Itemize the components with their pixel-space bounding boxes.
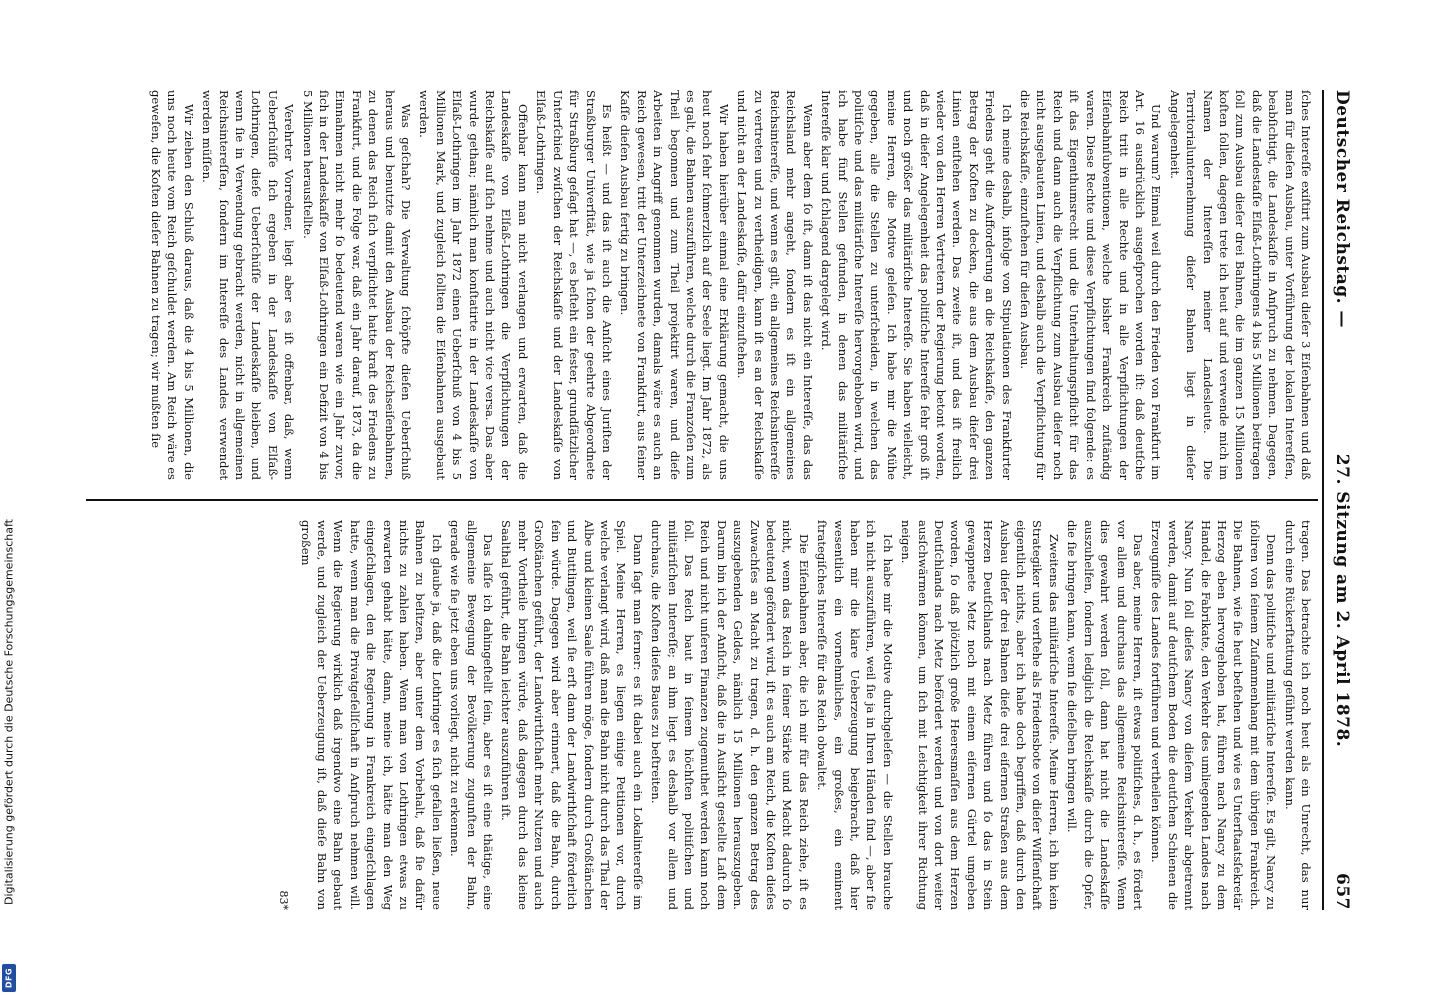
dfg-logo [2, 964, 16, 992]
paragraph: Denn das politiſche und militäriſche Intereſſe. Es gilt, Nancy zu iſoliren von ſeinem Zuſammenhang mit dem übrigen Frankreich. Die Bahnen, wie ſie heut beſtehen und wie es Unterſtaatsſekretär Herzog eben hervorgehoben hat, führen nach Nancy zu dem Handel, die Fabrikate, den Verkehr des umliegenden Landes nach Nancy. Nun ſoll dieſes Nancy von dieſem Verkehr abgetrennt werden, damit auf deutſchem Boden die deutſchen Schienen die Erzeugniſſe des Landes fortführen und vertheilen können. [1149, 520, 1279, 910]
digitization-sidebar [0, 0, 18, 1000]
rotated-page [66, 50, 1366, 950]
paragraph: Zweitens das militäriſche Intereſſe. Meine Herren, ich bin kein Strategiker und verſtehe als Friedensbote von dieſer Wiſſenſchaft eigentlich nichts, aber ich habe doch begriffen, daß durch den Ausbau dieſer drei Bahnen dieſe drei eiſernen Straßen aus dem Herzen Deutſchlands nach Metz führen und ſo das in Stein gewappnete Metz noch mit einem eiſernen Gürtel umgeben worden, ſo daß plötzlich große Heeresmaſſen aus dem Herzen Deutſchlands nach Metz befördert werden und von dort weiter ausſchwärmen können, um ſich mit Leichtigkeit ihrer Richtung neigen. [899, 520, 1061, 910]
right-column [86, 520, 1314, 910]
paragraph: Es heißt — und das iſt auch die Anſicht eines Juriſten der Straßburger Univerſität, wie ja ſchon der geehrte Abgeordnete für Straßburg geſagt hat —, es beſteht ein fester, grundſätzlicher Unterſchied zwiſchen der Reichskaſſe und der Landeskaſſe von Elſaß-Lothringen. [534, 90, 614, 480]
paragraph: ſches Intereſſe exiſtirt zum Ausbau dieſer 3 Eiſenbahnen und daß man für dieſen Ausbau, unter Vorführung der lokalen Intereſſen, beabſichtigt, die Landeskaſſe in Anſpruch zu nehmen. Dagegen, daß die Landestaſſe Elſaß-Lothringens 4 bis 5 Millionen beitragen ſoll zum Ausbau dieſer drei Bahnen, die im ganzen 15 Millionen koſten ſollen, dagegen trete ich heut auf und verwende mich im Namen der Intereſſen meiner Landesleute. Die Territorialunternehmung dieſer Bahnen liegt in dieſer Angelegenheit. [1167, 90, 1313, 480]
page-number: 657 [1332, 873, 1352, 910]
paragraph: Die Eiſenbahnen aber, die ich mir für das Reich ziehe, iſt es nicht, wenn das Reich in ſeiner Stärke und Macht dadurch ſo bedeutend gefördert wird, iſt es auch am Reich, die Koſten dieſes Zuwachſes an Macht zu tragen, d. h. den ganzen Betrag des auszugebenden Geldes, nämlich 15 Millionen herauszugeben. Darum bin ich der Anſicht, daß die in Ausſicht gestellte Laſt dem Reich und nicht unſeren Finanzen zugemuthet werden kann noch ſoll. Das Reich baut in ſeinem höchſten politiſchen und militäriſchen Intereſſe; an ihm liegt es deshalb vor allem und durchaus, die Koſten dieſes Baues zu beſtreiten. [649, 520, 811, 910]
paragraph: Verehrter Vorredner, liegt aber es iſt offenbar, daß, wenn Ueberſchüſſe ſich ergeben in der Landeskaſſe von Elſaß-Lothringen, dieſe Ueberſchüſſe der Landeskaſſe bleiben, und wenn ſie in Verwendung gebracht werden, nicht in allgemeinen Reichsintereſſen, ſondern im Intereſſe des Landes verwendet werden müſſen. [200, 90, 297, 480]
paragraph: Offenbar kann man nicht verlangen und erwarten, daß die Landeskaſſe von Elſaß-Lothringen die Verpflichtungen der Reichskaſſe auf ſich nehme und auch nicht vice versa. Das aber wurde gethan; nämlich man konſtatirte in der Landeskaſſe von Elſaß-Lothringen im Jahr 1872 einen Ueberſchuß von 4 bis 5 Millionen Mark, und zugleich ſollten die Eiſenbahnen ausgebaut werden. [417, 90, 530, 480]
digitization-note: Digitalisierung gefördert durch die Deutsche Forschungsgemeinschaft [2, 519, 16, 905]
paragraph: Das laſſe ich dahingeſtellt ſein, aber es iſt eine thätige, eine allgemeine Bewegung der Bevölkerung zugunſten der Bahn, gerade wie ſie jetzt eben uns vorliegt, nicht zu erkennen. [448, 520, 496, 910]
page-header [1328, 90, 1356, 910]
header-session: 27. Sitzung am 2. April 1878. [1332, 453, 1352, 748]
paragraph: Ich meine deshalb, infolge von Stipulationen des Frankfurter Friedens geht die Aufforderung an die Reichskaſſe, den ganzen Betrag der Koſten zu decken, die aus dem Ausbau dieſer drei Linien entſtehen werden. Das zweite iſt, und das iſt freilich wieder von den Herren Vertretern der Regierung betont worden, daß in dieſer Angelegenheit das politiſche Intereſſe ſehr groß iſt und noch größer das militäriſche Intereſſe. Sie haben vielleicht, meine Herren, die Motive geleſen. Ich habe mir die Mühe gegeben, alle die Stellen zu unterſcheiden, in welchen das politiſche und das militäriſche Intereſſe hervorgehoben wird, und ich habe fünf Stellen gefunden, in denen das militäriſche Intereſſe klar und ſchlagend dargelegt wird. [819, 90, 1014, 480]
header-left: Deutscher Reichstag. — [1332, 90, 1352, 329]
paragraph: Was geſchah? Die Verwaltung ſchöpfte dieſen Ueberſchuß heraus und benutzte damit den Ausbau der Reichseiſenbahnen, zu denen das Reich ſich verpflichtet hatte kraft des Friedens zu Frankfurt, und die Folge war, daß ein Jahr darauf, 1873, da die Einnahmen nicht mehr ſo bedeutend waren wie ein Jahr zuvor, ſich in der Landeskaſſe von Elſaß-Lothringen ein Defizit von 4 bis 5 Millionen herausſtellte. [300, 90, 414, 480]
paragraph: tragen. Das betrachte ich noch heut als ein Unrecht, das nur durch eine Rückerſtattung geſühnt werden kann. [1282, 520, 1313, 910]
paragraph: Wir haben hierüber einmal eine Erklärung gemacht, die uns heut noch ſehr ſchmerzlich auf der Seele liegt. Im Jahr 1872, als es galt, die Bahnen auszuführen, welche durch die Franzoſen zum Theil begonnen und zum Theil projektirt waren, und dieſe Arbeiten in Angriff genommen wurden, damals wäre es auch an Reich gewesen, tritt der Unterzeichnete von Frankfurt, aus ſeiner Kaſſe dieſen Ausbau fertig zu bringen. [618, 90, 731, 480]
header-rule [1322, 90, 1324, 910]
paragraph: Ich habe mir die Motive durchgeleſen — die Stellen brauche ich nicht auszuführen, weil ſie ja in Ihren Händen ſind —, aber ſie haben mir die klare Ueberzeugung beigebracht, daß hier wesentlich ein vornehmliches, ein großes, ein eminent ſtrategiſches Intereſſe für das Reich obwaltet. [815, 520, 895, 910]
dfg-logo-text: DFG [4, 967, 14, 989]
left-column [86, 90, 1314, 480]
paragraph: Und warum? Einmal weil durch den Frieden von Frankfurt im Art. 16 ausdrücklich ausgeſprochen worden iſt: daß deutſche Reich tritt in alle Rechte und in alle Verpflichtungen der Eiſenbahnſubventionen, welche bisher Frankreich zuſtändig waren. Diese Rechte und diese Verpflichtungen ſind folgende: es iſt das Eigenthumsrecht und die Unterhaltungspflicht für das Reich und dann auch die Verpflichtung zum Ausbau dieſer noch nicht ausgebauten Linien, und deshalb auch die Verpflichtung für die Reichskaſſe, einzuſtehen für dieſen Ausbau. [1018, 90, 1164, 480]
paragraph: Wir ziehen den Schluß daraus, daß die 4 bis 5 Millionen, die uns noch heute vom Reich geſchuldet werden. Am Reich wäre es geweſen, die Koſten dieſer Bahnen zu tragen; wir mußten ſie [148, 90, 196, 480]
signature-mark: 83* [277, 890, 291, 910]
paragraph: Dann ſagt man ferner: es iſt dabei auch ein Lokalintereſſe im Spiel. Meine Herren, es liegen einige Petitionen vor, durch welche verlangt wird, daß man die Bahn nicht durch das Thal der Albe und kleinen Saale führen möge, ſondern durch Großtänchen und Buttlingen, weil ſie erſt dann der Landwirthſchaft förderlich ſein würde. Dagegen wird aber erinnert, daß die Bahn, durch Großtänchen geführt, der Landwirthſchaft mehr Nutzen und auch mehr Vortheile bringen würde, daß dagegen durch das kleine Saalthal geführt, die Bahn leichter auszuführen iſt. [499, 520, 645, 910]
paragraph: Das aber, meine Herren, iſt etwas politiſches, d. h., es fördert vor allem und durchaus das allgemeine Reichsintereſſe. Wenn dies gewahrt werden ſoll, dann hat nicht die Landeskaſſe auszuhelfen, ſondern lediglich die Reichskaſſe durch die Opfer, die ſie bringen kann, wenn ſie dieſelben bringen will. [1065, 520, 1145, 910]
paragraph: Ich glaube ja, daß die Lothringer es ſich gefallen ließen, neue Bahnen zu beſitzen, aber unter dem Vorbehalt, daß ſie dafür nichts zu zahlen haben. Wenn man von Lothringen etwas zu erwarten gehabt hätte, dann, meine ich, hätte man den Weg eingeſchlagen, den die Regierung in Frankreich eingeſchlagen hatte, wenn man die Privatgeſellſchaft in Anſpruch nehmen will. Wenn die Regierung wirklich daß irgendwo eine Bahn gebaut werde, und zugleich der Ueberzeugung iſt, daß dieſe Bahn von großem [298, 520, 444, 910]
column-divider [86, 499, 1318, 501]
paragraph: Wenn aber dem ſo iſt, dann iſt das nicht ein Intereſſe, das das Reichsland mehr angeht, ſondern es iſt ein allgemeines Reichsintereſſe, und wenn es gilt, ein allgemeines Reichsintereſſe zu vertreten und zu vertheidigen, kann iſt es an der Reichskaſſe und nicht an der Landeskaſſe, dafür einzuſtehen. [735, 90, 815, 480]
